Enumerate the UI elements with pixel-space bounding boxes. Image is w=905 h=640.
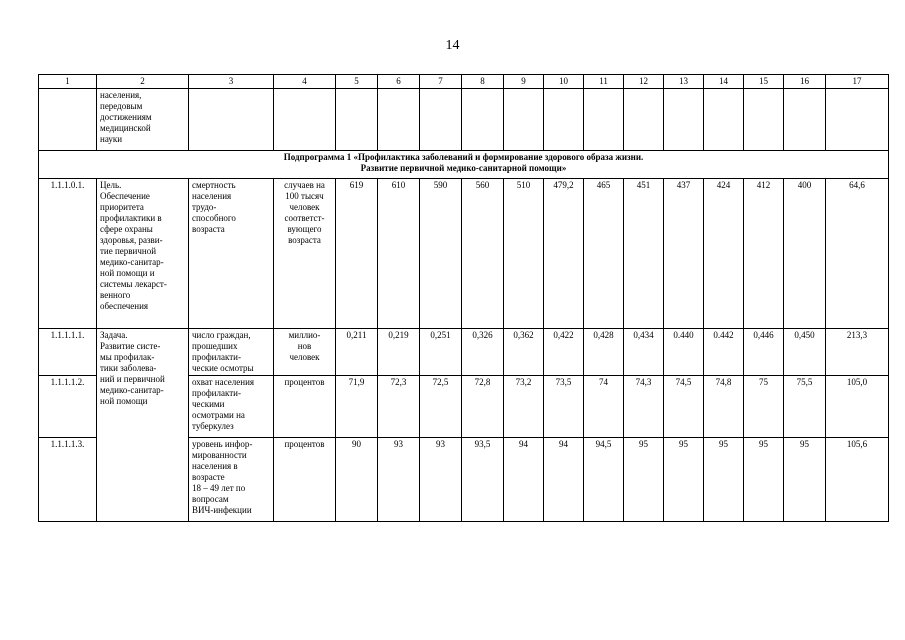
indicators-table	[38, 74, 889, 522]
cell-value-col-6: 93	[378, 438, 420, 522]
cell-text-line: Задача.	[100, 330, 128, 340]
cell-value-col-6: 72,3	[378, 376, 420, 438]
cell-text-line: туберкулез	[192, 421, 234, 431]
cell-goal	[97, 89, 189, 151]
cell-text-line: смертность	[192, 180, 236, 190]
column-header-10: 10	[544, 75, 584, 89]
cell-text-line: Цель.	[100, 180, 122, 190]
column-header-16: 16	[784, 75, 826, 89]
cell-text-line: миллио-	[288, 330, 321, 340]
column-header-6: 6	[378, 75, 420, 89]
cell-text-line: передовым	[100, 101, 143, 111]
cell-indicator	[189, 329, 274, 376]
cell-text-line: венного	[100, 290, 131, 300]
cell-text-line: приоритета	[100, 202, 144, 212]
cell-task	[97, 329, 189, 522]
cell-text-line: мы профилак-	[100, 352, 155, 362]
cell-value-col-11: 0,428	[584, 329, 624, 376]
cell-value-col-16: 75,5	[784, 376, 826, 438]
cell-value-col-8: 93,5	[462, 438, 504, 522]
cell-text-line: прошедших	[192, 341, 238, 351]
cell-value-col-5: 71,9	[336, 376, 378, 438]
cell-value-col-9: 0,362	[504, 329, 544, 376]
cell-value-col-10: 0,422	[544, 329, 584, 376]
cell-value-col-13: 0.440	[664, 329, 704, 376]
cell-value-col-12: 95	[624, 438, 664, 522]
cell-value-col-17: 105,0	[826, 376, 889, 438]
cell-value-col-15: 412	[744, 179, 784, 329]
cell-value-col-17: 105,6	[826, 438, 889, 522]
cell-text-line: человек	[289, 352, 320, 362]
column-header-14: 14	[704, 75, 744, 89]
cell-text-line: ВИЧ-инфекции	[192, 505, 252, 515]
cell-text-line: трудо-	[192, 202, 217, 212]
cell-value-col-13: 74,5	[664, 376, 704, 438]
column-header-13: 13	[664, 75, 704, 89]
cell-text-line: здоровья, разви-	[100, 235, 163, 245]
cell-value-col-16: 95	[784, 438, 826, 522]
cell-value-col-17: 64,6	[826, 179, 889, 329]
cell-value-col-5: 619	[336, 179, 378, 329]
cell-indicator	[189, 438, 274, 522]
cell-text-line: ной помощи и	[100, 268, 155, 278]
cell-value-col-5: 90	[336, 438, 378, 522]
subprogram-row	[39, 151, 889, 179]
cell-text-line: 100 тысяч	[285, 191, 324, 201]
cell-text-line: возраста	[288, 235, 321, 245]
cell-value-col-17: 213,3	[826, 329, 889, 376]
cell-text-line: число граждан,	[192, 330, 251, 340]
cell-value-col-12: 451	[624, 179, 664, 329]
cell-text-line: нов	[297, 341, 312, 351]
cell-value-col-10: 73,5	[544, 376, 584, 438]
cell-value-col-5: 0,211	[336, 329, 378, 376]
cell-value-col-11: 74	[584, 376, 624, 438]
cell-value-col-9: 510	[504, 179, 544, 329]
cell-value-col-15: 0,446	[744, 329, 784, 376]
subprogram-line-1: Подпрограмма 1 «Профилактика заболеваний и формирование здорового образа жизни.	[283, 152, 644, 162]
cell-code: 1.1.1.1.3.	[39, 438, 97, 522]
cell-value-col-15: 75	[744, 376, 784, 438]
cell-text-line: профилакти-	[192, 388, 241, 398]
cell-code: 1.1.1.0.1.	[39, 179, 97, 329]
cell-text-line: населения в	[192, 461, 238, 471]
cell-value-col-12: 74,3	[624, 376, 664, 438]
cell-text-line: соответст-	[284, 213, 325, 223]
cell-text-line: способного	[192, 213, 236, 223]
cell-text-line: науки	[100, 134, 123, 144]
cell-text-line: медико-санитар-	[100, 257, 164, 267]
cell-value-col-16: 0,450	[784, 329, 826, 376]
cell-text-line: профилакти-	[192, 352, 241, 362]
cell-text-line: ной помощи	[100, 396, 148, 406]
cell-text-line: Обеспечение	[100, 191, 150, 201]
cell-text-line: вующего	[287, 224, 322, 234]
cell-value-col-14: 0.442	[704, 329, 744, 376]
cell-text-line: сфере охраны	[100, 224, 153, 234]
cell-value-col-9: 94	[504, 438, 544, 522]
cell-text-line: ческие осмотры	[192, 363, 254, 373]
cell-text-line: тие первичной	[100, 246, 157, 256]
cell-unit	[274, 179, 336, 329]
cell-text-line: достижениям	[100, 112, 152, 122]
column-header-15: 15	[744, 75, 784, 89]
column-header-17: 17	[826, 75, 889, 89]
column-header-8: 8	[462, 75, 504, 89]
cell-text-line: населения	[192, 191, 232, 201]
cell-indicator	[189, 376, 274, 438]
continuation-row	[39, 89, 889, 151]
cell-text-line: процентов	[284, 439, 325, 449]
column-header-3: 3	[189, 75, 274, 89]
cell-text-line: обеспечения	[100, 301, 149, 311]
cell-text-line: ний и первичной	[100, 374, 165, 384]
cell-text-line: населения,	[100, 90, 142, 100]
cell-text-line: случаев на	[284, 180, 325, 190]
column-header-4: 4	[274, 75, 336, 89]
cell-value-col-14: 424	[704, 179, 744, 329]
column-header-11: 11	[584, 75, 624, 89]
cell-text-line: охват населения	[192, 377, 255, 387]
cell-text-line: возрасте	[192, 472, 225, 482]
cell-value-col-8: 0,326	[462, 329, 504, 376]
cell-text-line: 18 – 49 лет по	[192, 483, 246, 493]
cell-value-col-13: 437	[664, 179, 704, 329]
cell-unit	[274, 329, 336, 376]
cell-value-col-14: 95	[704, 438, 744, 522]
cell-text-line: медико-санитар-	[100, 385, 164, 395]
cell-value-col-13: 95	[664, 438, 704, 522]
cell-text-line: мированности	[192, 450, 247, 460]
cell-text-line: медицинской	[100, 123, 151, 133]
cell-value-col-8: 72,8	[462, 376, 504, 438]
cell-value-col-7: 72,5	[420, 376, 462, 438]
cell-text-line: процентов	[284, 377, 325, 387]
cell-text-line: Развитие систе-	[100, 341, 161, 351]
cell-value-col-12: 0,434	[624, 329, 664, 376]
cell-indicator	[189, 179, 274, 329]
column-header-9: 9	[504, 75, 544, 89]
column-header-12: 12	[624, 75, 664, 89]
cell-text-line: ческими	[192, 399, 225, 409]
table-row	[39, 179, 889, 329]
table-row	[39, 329, 889, 376]
cell-value-col-10: 94	[544, 438, 584, 522]
cell-unit	[274, 376, 336, 438]
cell-value-col-11: 94,5	[584, 438, 624, 522]
cell-value-col-6: 0,219	[378, 329, 420, 376]
cell-unit	[274, 438, 336, 522]
cell-text-line: системы лекарст-	[100, 279, 167, 289]
cell-code: 1.1.1.1.1.	[39, 329, 97, 376]
cell-value-col-7: 93	[420, 438, 462, 522]
header-row	[39, 75, 889, 89]
cell-value-col-6: 610	[378, 179, 420, 329]
cell-text-line: профилактики в	[100, 213, 162, 223]
cell-code	[39, 89, 97, 151]
cell-text-line: уровень инфор-	[192, 439, 253, 449]
cell-value-col-8: 560	[462, 179, 504, 329]
cell-code: 1.1.1.1.2.	[39, 376, 97, 438]
cell-value-col-14: 74,8	[704, 376, 744, 438]
cell-text-line: вопросам	[192, 494, 229, 504]
cell-value-col-10: 479,2	[544, 179, 584, 329]
column-header-5: 5	[336, 75, 378, 89]
cell-text-line: человек	[289, 202, 320, 212]
cell-goal	[97, 179, 189, 329]
cell-value-col-7: 0,251	[420, 329, 462, 376]
column-header-1: 1	[39, 75, 97, 89]
cell-value-col-15: 95	[744, 438, 784, 522]
cell-value-col-11: 465	[584, 179, 624, 329]
page-number: 14	[445, 38, 460, 53]
cell-value-col-7: 590	[420, 179, 462, 329]
column-header-7: 7	[420, 75, 462, 89]
subprogram-line-2: Развитие первичной медико-санитарной помощи»	[360, 163, 567, 173]
cell-text-line: тики заболева-	[100, 363, 157, 373]
column-header-2: 2	[97, 75, 189, 89]
cell-value-col-16: 400	[784, 179, 826, 329]
cell-value-col-9: 73,2	[504, 376, 544, 438]
cell-text-line: возраста	[192, 224, 225, 234]
subprogram-title	[39, 151, 889, 179]
cell-text-line: осмотрами на	[192, 410, 245, 420]
